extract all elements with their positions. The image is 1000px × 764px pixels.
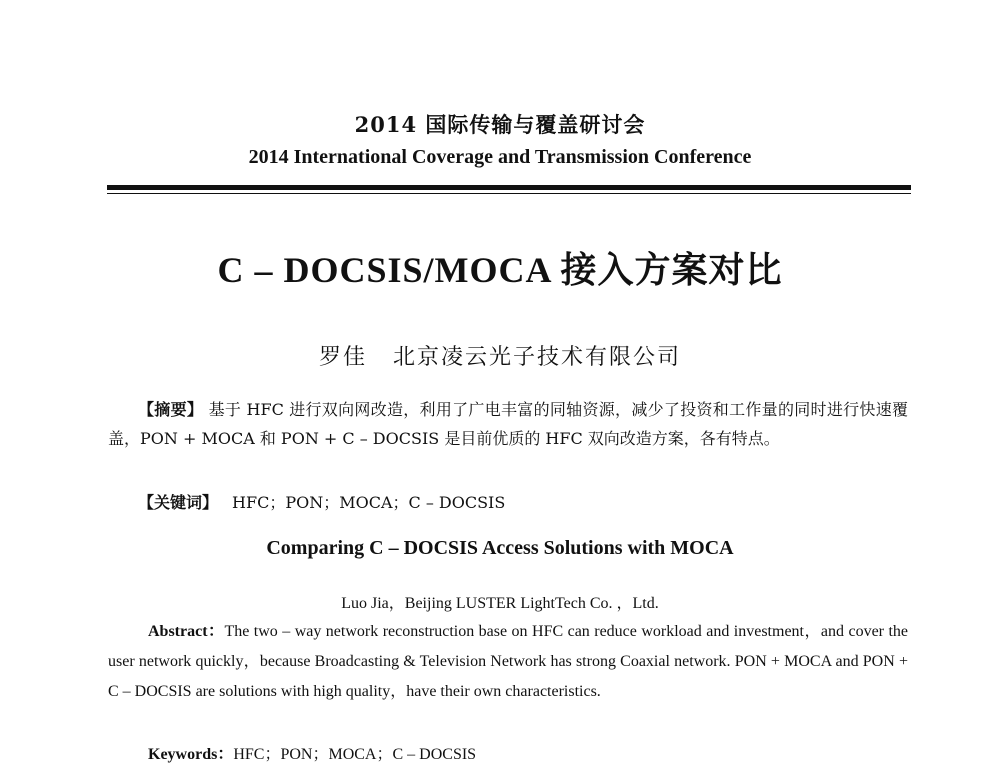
header-rule-thick [107, 185, 911, 190]
abstract-en-text: The two – way network reconstruction base on HFC can reduce workload and investment，and cover the user network quickly，because Broadcasting & Television Network has strong Coaxial network. PON + MOCA and PON + C – DOCSIS are solutions with high quality，have their own characteristics. [108, 623, 908, 700]
keywords-cn [138, 490, 505, 513]
author-line-en: Luo Jia，Beijing LUSTER LightTech Co. ，Ltd. [341, 595, 659, 612]
abstract-cn-label: 【摘要】 [138, 400, 204, 419]
abstract-cn [108, 395, 908, 453]
abstract-en-label: Abstract： [148, 623, 225, 640]
keywords-en-label: Keywords： [148, 746, 234, 763]
keywords-en-text: HFC；PON；MOCA；C – DOCSIS [233, 746, 477, 763]
conference-header [0, 108, 1000, 172]
paper-title-en: Comparing C – DOCSIS Access Solutions with MOCA [266, 537, 734, 559]
keywords-cn-label: 【关键词】 [138, 493, 219, 512]
abstract-en [108, 617, 908, 707]
abstract-cn-text: 基于 HFC 进行双向网改造，利用了广电丰富的同轴资源，减少了投资和工作量的同时进行快速覆盖，PON + MOCA 和 PON + C – DOCSIS 是目前优质的 HFC 双向改造方案，各有特点。 [108, 400, 908, 448]
author-name-cn: 罗佳 [318, 345, 367, 370]
paper-title-cn: C – DOCSIS/MOCA 接入方案对比 [217, 250, 783, 290]
conference-title-en: 2014 International Coverage and Transmission Conference [248, 146, 752, 168]
affiliation-cn: 北京凌云光子技术有限公司 [393, 345, 682, 370]
conference-title-cn: 2014 国际传输与覆盖研讨会 [354, 112, 646, 137]
keywords-cn-text: HFC；PON；MOCA；C – DOCSIS [232, 493, 506, 512]
header-rule-thin [107, 193, 911, 194]
author-line-cn [0, 340, 1000, 371]
keywords-en [148, 741, 476, 764]
